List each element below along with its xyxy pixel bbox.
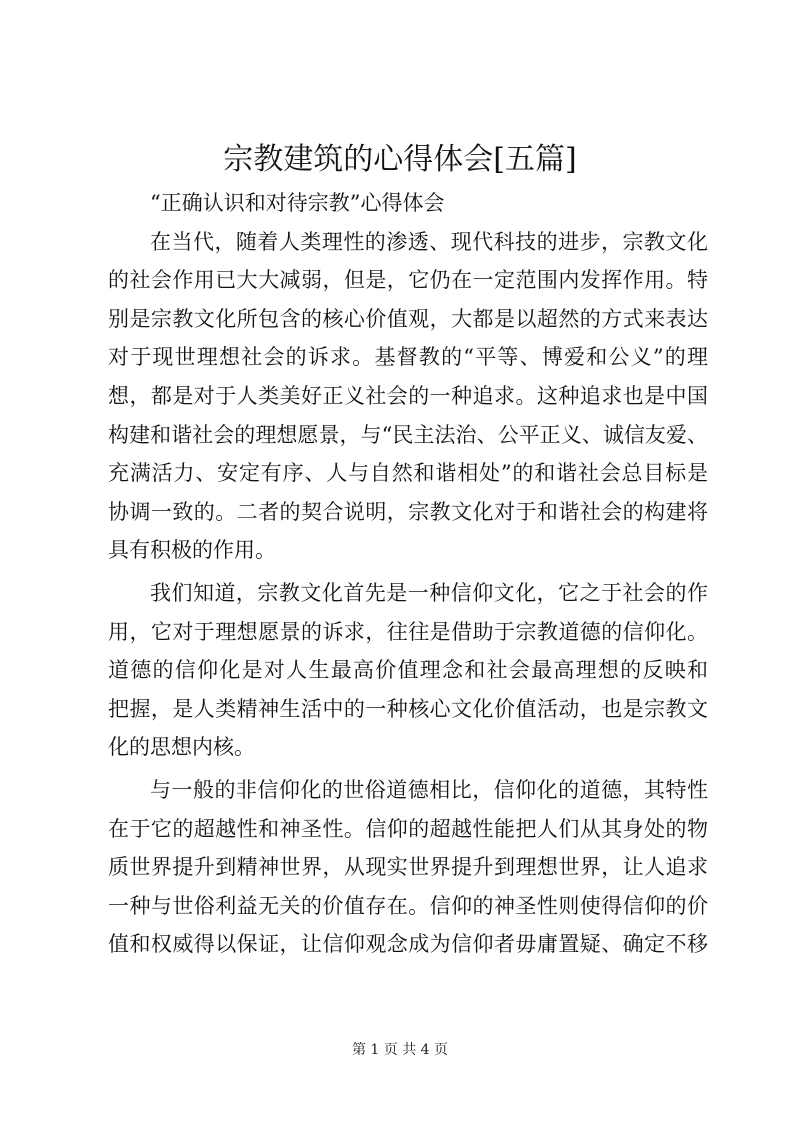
paragraph-2-line-2: 用，它对于理想愿景的诉求，往往是借助于宗教道德的信仰化。 bbox=[108, 619, 708, 644]
paragraph-2-line-1: 我们知道，宗教文化首先是一种信仰文化，它之于社会的作 bbox=[150, 580, 708, 605]
paragraph-3-line-1: 与一般的非信仰化的世俗道德相比，信仰化的道德，其特性 bbox=[150, 777, 708, 802]
page-footer: 第 1 页 共 4 页 bbox=[351, 1042, 449, 1058]
paragraph-3-line-5: 值和权威得以保证，让信仰观念成为信仰者毋庸置疑、确定不移 bbox=[108, 932, 708, 957]
paragraph-3-line-3: 质世界提升到精神世界，从现实世界提升到理想世界，让人追求 bbox=[108, 855, 708, 880]
subtitle: “正确认识和对待宗教”心得体会 bbox=[150, 191, 445, 215]
document-body bbox=[108, 184, 708, 964]
paragraph-3-line-2: 在于它的超越性和神圣性。信仰的超越性能把人们从其身处的物 bbox=[108, 816, 708, 841]
document-title: 宗教建筑的心得体会[五篇] bbox=[223, 142, 577, 177]
paragraph-1-line-5: 想，都是对于人类美好正义社会的一种追求。这种追求也是中国 bbox=[108, 383, 708, 408]
paragraph-1-line-3: 别是宗教文化所包含的核心价值观，大都是以超然的方式来表达 bbox=[108, 306, 708, 331]
paragraph-1-line-7: 充满活力、安定有序、人与自然和谐相处”的和谐社会总目标是 bbox=[108, 461, 708, 486]
paragraph-1-line-9: 具有积极的作用。 bbox=[108, 538, 276, 563]
paragraph-1-line-4: 对于现世理想社会的诉求。基督教的“平等、博爱和公义”的理 bbox=[108, 345, 708, 370]
paragraph-2-line-3: 道德的信仰化是对人生最高价值理念和社会最高理想的反映和 bbox=[108, 658, 708, 683]
paragraph-1-line-8: 协调一致的。二者的契合说明，宗教文化对于和谐社会的构建将 bbox=[108, 499, 708, 524]
paragraph-2-line-4: 把握，是人类精神生活中的一种核心文化价值活动，也是宗教文 bbox=[108, 696, 708, 721]
paragraph-3-line-4: 一种与世俗利益无关的价值存在。信仰的神圣性则使得信仰的价 bbox=[108, 893, 708, 918]
paragraph-1-line-6: 构建和谐社会的理想愿景，与“民主法治、公平正义、诚信友爱、 bbox=[108, 422, 708, 447]
paragraph-2-line-5: 化的思想内核。 bbox=[108, 735, 255, 760]
paragraph-1-line-1: 在当代，随着人类理性的渗透、现代科技的进步，宗教文化 bbox=[150, 229, 708, 254]
paragraph-1-line-2: 的社会作用已大大减弱，但是，它仍在一定范围内发挥作用。特 bbox=[108, 268, 708, 293]
